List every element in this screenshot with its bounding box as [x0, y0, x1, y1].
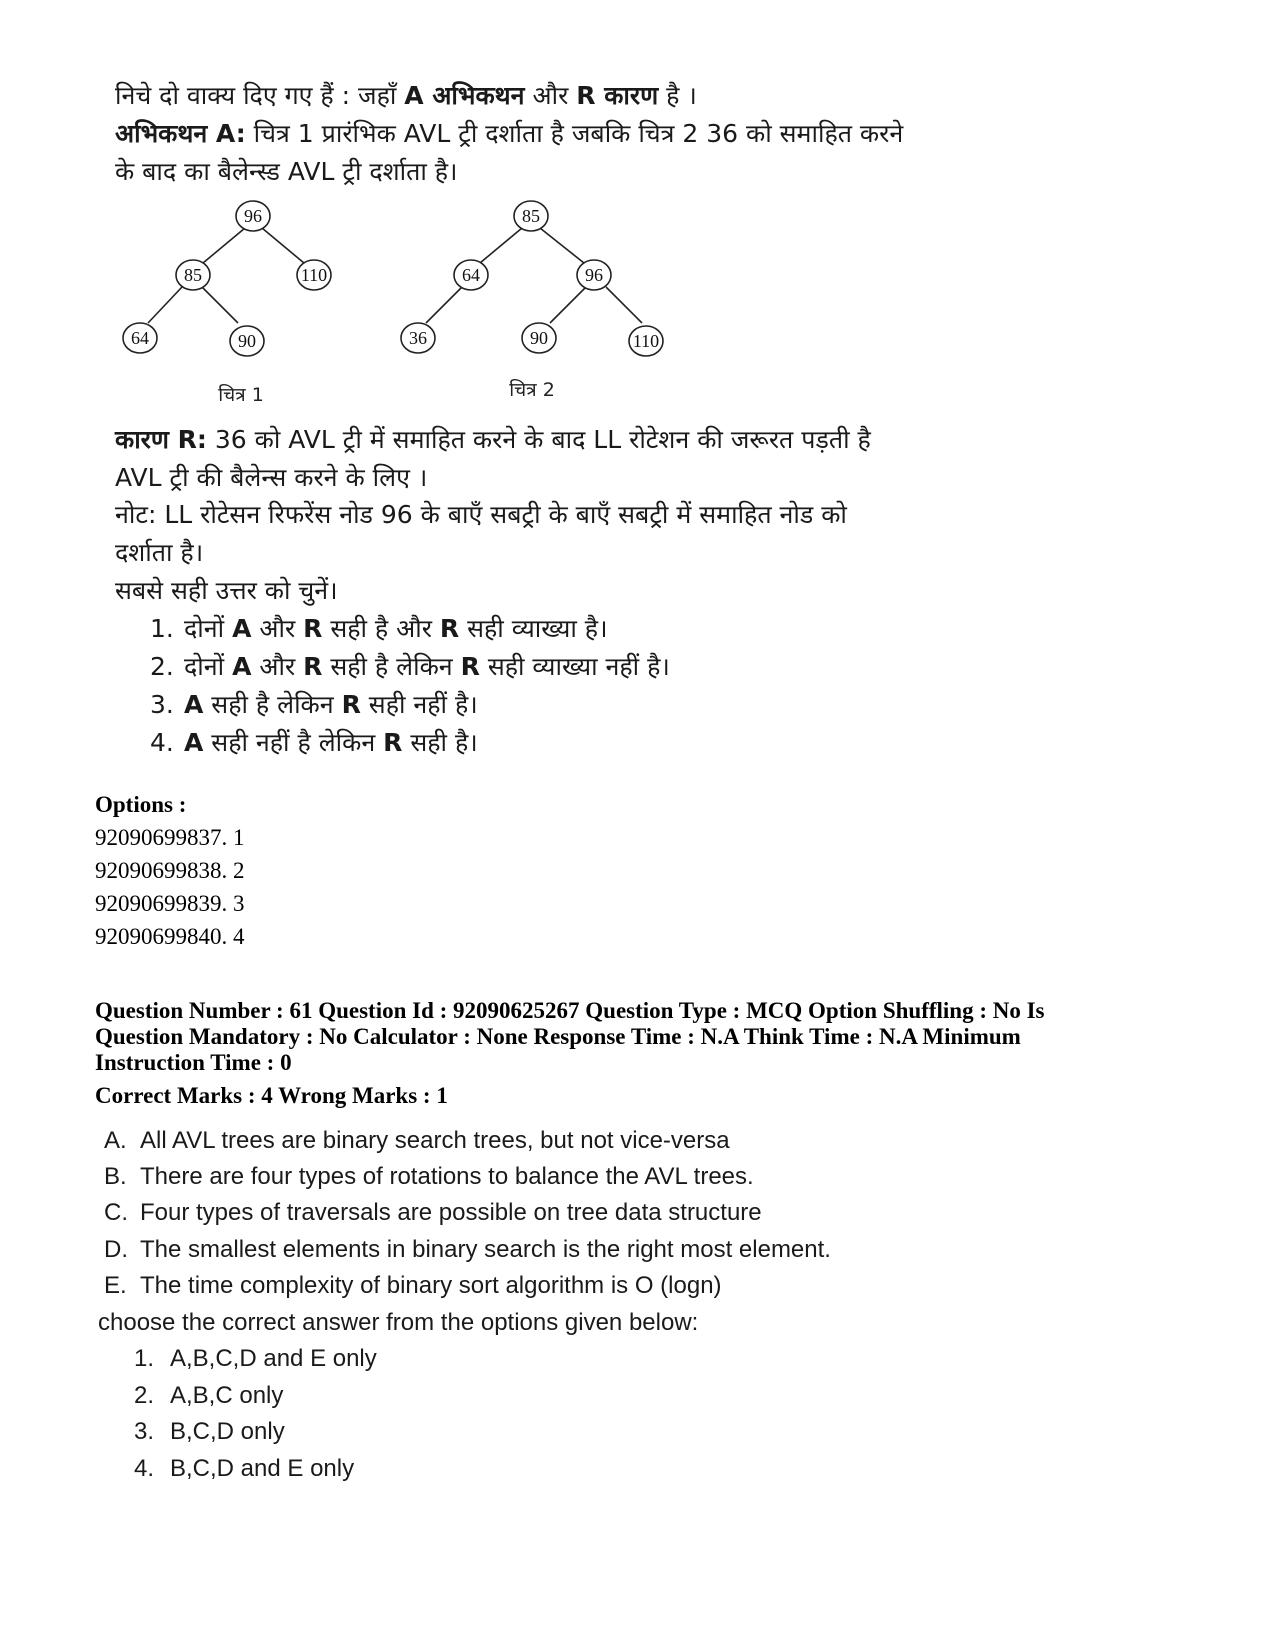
- q61-statement: [104, 1127, 730, 1155]
- choice-bold: A: [184, 728, 204, 757]
- assertion-line-1: [115, 116, 903, 150]
- fig1-edge: [262, 228, 304, 263]
- assertion-line-2: के बाद का बैलेन्स्ड AVL ट्री दर्शाता है।: [115, 157, 458, 186]
- choice-text: और: [251, 652, 304, 681]
- fig2-edge: [480, 228, 522, 263]
- intro-text: निचे दो वाक्य दिए गए हैं : जहाँ: [115, 81, 405, 110]
- q61-meta-line: Question Number : 61 Question Id : 92090625267 Question Type : MCQ Option Shuffling : No Is: [95, 998, 1045, 1023]
- choice-bold: R: [341, 690, 361, 719]
- note-line-2: दर्शाता है।: [115, 538, 204, 567]
- option-item: 92090699839. 3: [95, 891, 245, 916]
- answer-number: 3.: [134, 1418, 155, 1445]
- statement-text: The time complexity of binary sort algorithm is O (logn): [140, 1272, 722, 1299]
- choice-text: दोनों: [184, 614, 233, 643]
- options-heading: Options :: [95, 792, 187, 817]
- choice-bold: R: [303, 652, 323, 681]
- fig2-node-label: 36: [409, 328, 427, 348]
- avl-figures: [0, 195, 720, 415]
- option-item: 92090699837. 1: [95, 825, 245, 850]
- choice-text: सही है।: [402, 728, 478, 757]
- statement-label: D.: [104, 1236, 128, 1263]
- fig1-node-label: 110: [300, 265, 328, 285]
- choice-bold: R: [460, 652, 480, 681]
- statement-text: There are four types of rotations to balance the AVL trees.: [140, 1163, 754, 1190]
- option-item: 92090699838. 2: [95, 858, 245, 883]
- reason-label: कारण R:: [115, 425, 207, 454]
- choice-number: 1.: [150, 614, 174, 643]
- choice-text: दोनों: [184, 652, 233, 681]
- answer-text: A,B,C,D and E only: [170, 1345, 377, 1372]
- choice-bold: R: [439, 614, 460, 643]
- assertion-label: अभिकथन A:: [115, 119, 246, 148]
- reason-label-inline: R कारण: [576, 81, 659, 110]
- choice-bold: R: [383, 728, 403, 757]
- choice-text: सही है लेकिन: [203, 690, 342, 719]
- fig1-caption: चित्र 1: [218, 384, 264, 406]
- q61-marks: Correct Marks : 4 Wrong Marks : 1: [95, 1083, 448, 1108]
- answer-text: B,C,D only: [170, 1418, 285, 1445]
- answer-number: 1.: [134, 1345, 155, 1372]
- q61-answer: [134, 1345, 377, 1373]
- choice-bold: A: [232, 614, 252, 643]
- fig2-node-label: 85: [522, 206, 540, 226]
- intro-text: है ।: [658, 81, 697, 110]
- q60-choice: [150, 725, 478, 759]
- choice-number: 3.: [150, 690, 174, 719]
- fig2-edge: [540, 228, 584, 263]
- q61-instruction: choose the correct answer from the options given below:: [98, 1309, 699, 1336]
- answer-number: 2.: [134, 1382, 155, 1409]
- q61-answer: [134, 1382, 283, 1410]
- choice-bold: A: [184, 690, 204, 719]
- answer-text: A,B,C only: [170, 1382, 284, 1409]
- fig1-node-label: 96: [244, 206, 262, 226]
- choice-number: 4.: [150, 728, 174, 757]
- note-line-1: नोट: LL रोटेसन रिफरेंस नोड 96 के बाएँ सबट्री के बाएँ सबट्री में समाहित नोड को: [115, 500, 847, 529]
- q60-choice: [150, 687, 478, 721]
- intro-text: और: [524, 81, 577, 110]
- reason-line-2: AVL ट्री की बैलेन्स करने के लिए ।: [115, 463, 428, 492]
- statement-text: Four types of traversals are possible on tree data structure: [140, 1199, 762, 1226]
- statement-label: B.: [104, 1163, 127, 1190]
- statement-label: C.: [104, 1199, 128, 1226]
- fig2-edge: [426, 287, 462, 323]
- choice-text: सही है लेकिन: [322, 652, 461, 681]
- q60-choice: [150, 649, 670, 683]
- q61-statement: [104, 1163, 754, 1191]
- answer-number: 4.: [134, 1455, 155, 1482]
- choice-text: सही है और: [322, 614, 440, 643]
- fig1-edge: [202, 287, 238, 323]
- assertion-label-inline: A अभिकथन: [404, 81, 525, 110]
- fig2-node-label: 90: [530, 328, 548, 348]
- fig2-edge: [606, 287, 642, 323]
- choice-bold: R: [303, 614, 323, 643]
- fig1-edge: [148, 287, 182, 323]
- choice-bold: A: [232, 652, 252, 681]
- fig2-node-label: 96: [585, 265, 603, 285]
- q61-answer: [134, 1418, 285, 1446]
- assertion-text: चित्र 1 प्रारंभिक AVL ट्री दर्शाता है जबकि चित्र 2 36 को समाहित करने: [245, 119, 904, 148]
- option-item: 92090699840. 4: [95, 924, 245, 949]
- fig1-node-label: 85: [184, 265, 202, 285]
- fig1-node-label: 64: [131, 328, 149, 348]
- fig2-caption: चित्र 2: [509, 379, 555, 401]
- choice-text: सही नहीं है लेकिन: [203, 728, 384, 757]
- statement-text: All AVL trees are binary search trees, but not vice-versa: [140, 1127, 730, 1154]
- q61-meta-line: Instruction Time : 0: [95, 1050, 292, 1075]
- answer-text: B,C,D and E only: [170, 1455, 355, 1482]
- q61-answer: [134, 1455, 354, 1483]
- choice-text: सही व्याख्या है।: [459, 614, 608, 643]
- q61-statement: [104, 1199, 762, 1227]
- reason-line-1: [115, 422, 871, 456]
- q61-meta-line: Question Mandatory : No Calculator : None Response Time : N.A Think Time : N.A Minimum: [95, 1024, 1021, 1049]
- fig1-node-label: 90: [238, 331, 256, 351]
- q60-intro: [115, 78, 697, 112]
- statement-label: E.: [104, 1272, 127, 1299]
- choice-text: और: [251, 614, 304, 643]
- statement-label: A.: [104, 1127, 127, 1154]
- choice-number: 2.: [150, 652, 174, 681]
- q60-choice: [150, 611, 608, 645]
- choice-text: सही नहीं है।: [360, 690, 478, 719]
- q60-instruction: सबसे सही उत्तर को चुनें।: [115, 576, 338, 605]
- q61-statement: [104, 1236, 831, 1264]
- q61-statement: [104, 1272, 722, 1300]
- fig2-node-label: 110: [632, 331, 660, 351]
- fig2-node-label: 64: [462, 265, 480, 285]
- reason-text: 36 को AVL ट्री में समाहित करने के बाद LL रोटेशन की जरूरत पड़ती है: [206, 425, 871, 454]
- statement-text: The smallest elements in binary search is the right most element.: [140, 1236, 831, 1263]
- fig1-edge: [203, 228, 245, 263]
- choice-text: सही व्याख्या नहीं है।: [479, 652, 670, 681]
- fig2-edge: [550, 287, 586, 323]
